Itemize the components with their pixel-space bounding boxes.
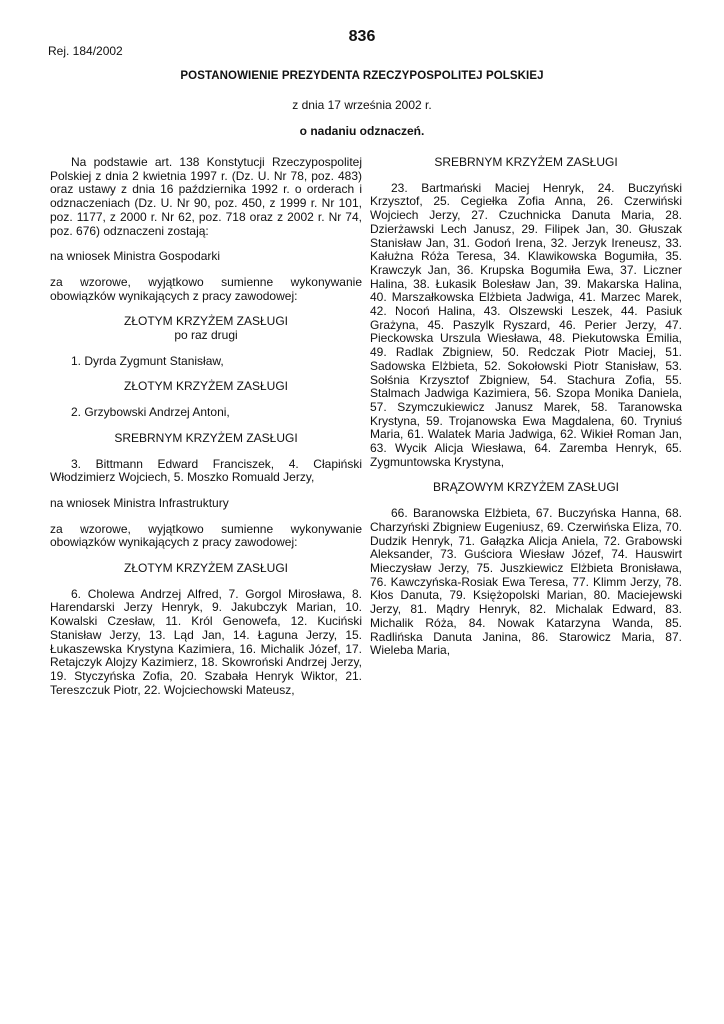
names-list: 3. Bittmann Edward Franciszek, 4. Cłapiński Włodzimierz Wojciech, 5. Moszko Romuald Jerzy, bbox=[50, 456, 362, 485]
document-date: z dnia 17 września 2002 r. bbox=[292, 98, 432, 112]
names-list: 2. Grzybowski Andrzej Antoni, bbox=[71, 405, 230, 420]
reason-paragraph: za wzorowe, wyjątkowo sumienne wykonywanie obowiązków wynikających z pracy zawodowej: bbox=[50, 521, 362, 550]
section-subheading: po raz drugi bbox=[174, 328, 238, 343]
section-heading-bronze-cross: BRĄZOWYM KRZYŻEM ZASŁUGI bbox=[432, 480, 619, 495]
section-heading-gold-cross: ZŁOTYM KRZYŻEM ZASŁUGI bbox=[123, 314, 288, 329]
names-list: 1. Dyrda Zygmunt Stanisław, bbox=[71, 353, 224, 368]
section-heading-gold-cross: ZŁOTYM KRZYŻEM ZASŁUGI bbox=[123, 561, 288, 576]
names-list: 23. Bartmański Maciej Henryk, 24. Buczyński Krzysztof, 25. Cegiełka Zofia Anna, 26. Czerwiński Wojciech Jerzy, 27. Czuchnicka Danuta Maria, 28. Dzierżawski Lech Janusz, 29. Filipek Jan, 30. Głuszak Stanisław Jan, 31. Godoń Irena, 32. Jerzyk Ireneusz, 33. Kałużna Róża Teresa, 34. Klawikowska Bogumiła, 35. Krawczyk Jan, 36. Krupska Bogumiła Ewa, 37. Liczner Halina, 38. Łukasik Bolesław Jan, 39. Makarska Halina, 40. Marszałkowska Elżbieta Jadwiga, 41. Marzec Marek, 42. Nocoń Halina, 43. Olszewski Leszek, 44. Pasiuk Grażyna, 45. Paszylk Ryszard, 46. Perier Jerzy, 47. Pieckowska Urszula Wiesława, 48. Piekutowska Emilia, 49. Radlak Zbigniew, 50. Redczak Piotr Maciej, 51. Sadowska Elżbieta, 52. Sokołowski Piotr Stanisław, 53. Sołśnia Krzysztof Zbigniew, 54. Stachura Zofia, 55. Stalmach Jadwiga Kazimiera, 56. Szopa Monika Daniela, 57. Szymczukiewicz Janusz Marek, 58. Taranowska Krystyna, 59. Trojanowska Ewa Magdalena, 60. Tryniuś Maria, 61. Walatek Maria Jadwiga, 62. Wikieł Roman Jan, 63. Wycik Alicja Wiesława, 64. Zaremba Henryk, 65. Zygmuntowska Krystyna, bbox=[370, 180, 682, 469]
document-subject: o nadaniu odznaczeń. bbox=[299, 124, 425, 138]
names-list: 66. Baranowska Elżbieta, 67. Buczyńska Hanna, 68. Charzyński Zbigniew Eugeniusz, 69. Czerwińska Eliza, 70. Dudzik Henryk, 71. Gałązka Alicja Aniela, 72. Grabowski Aleksander, 73. Guściora Wiesław Józef, 74. Hauswirt Mieczysław Jerzy, 75. Juszkiewicz Elżbieta Bronisława, 76. Kawczyńska-Rosiak Ewa Teresa, 77. Klimm Jerzy, 78. Kłos Danuta, 79. Księżopolski Marian, 80. Maciejewski Jerzy, 81. Mądry Henryk, 82. Michalak Edward, 83. Michalik Róża, 84. Nowak Katarzyna Wanda, 85. Radlińska Danuta Janina, 86. Starowicz Maria, 87. Wieleba Maria, bbox=[370, 506, 682, 658]
section-heading-gold-cross: ZŁOTYM KRZYŻEM ZASŁUGI bbox=[123, 379, 288, 394]
motion-ministry-economy: na wniosek Ministra Gospodarki bbox=[50, 249, 221, 264]
section-heading-silver-cross: SREBRNYM KRZYŻEM ZASŁUGI bbox=[434, 155, 618, 169]
names-list: 6. Cholewa Andrzej Alfred, 7. Gorgol Mirosława, 8. Harendarski Jerzy Henryk, 9. Jakubczyk Marian, 10. Kowalski Czesław, 11. Król Genowefa, 12. Kuciński Stanisław Jerzy, 13. Ląd Jan, 14. Łaguna Jerzy, 15. Łukaszewska Krystyna Kazimiera, 16. Michalik Józef, 17. Retajczyk Alojzy Kazimierz, 18. Skowroński Andrzej Jerzy, 19. Styczyńska Zofia, 20. Szabała Henryk Wiktor, 21. Tereszczuk Piotr, 22. Wojciechowski Mateusz, bbox=[50, 586, 362, 697]
reason-paragraph: za wzorowe, wyjątkowo sumienne wykonywanie obowiązków wynikających z pracy zawodowej: bbox=[50, 274, 362, 303]
page-number: 836 bbox=[348, 28, 376, 45]
registry-number: Rej. 184/2002 bbox=[48, 44, 123, 58]
document-title: POSTANOWIENIE PREZYDENTA RZECZYPOSPOLITEJ POLSKIEJ bbox=[180, 70, 544, 82]
section-heading-silver-cross: SREBRNYM KRZYŻEM ZASŁUGI bbox=[114, 430, 298, 445]
left-column bbox=[50, 156, 362, 697]
intro-paragraph: Na podstawie art. 138 Konstytucji Rzeczypospolitej Polskiej z dnia 2 kwietnia 1997 r. (Dz. U. Nr 78, poz. 483) oraz ustawy z dnia 16 października 1992 r. o orderach i odznaczeniach (Dz. U. Nr 90, poz. 450, z 1999 r. Nr 101, poz. 1177, z 2000 r. Nr 62, poz. 718 oraz z 2002 r. Nr 74, poz. 676) odznaczeni zostają: bbox=[50, 155, 362, 238]
right-column bbox=[370, 156, 682, 658]
motion-ministry-infrastructure: na wniosek Ministra Infrastruktury bbox=[50, 495, 229, 510]
